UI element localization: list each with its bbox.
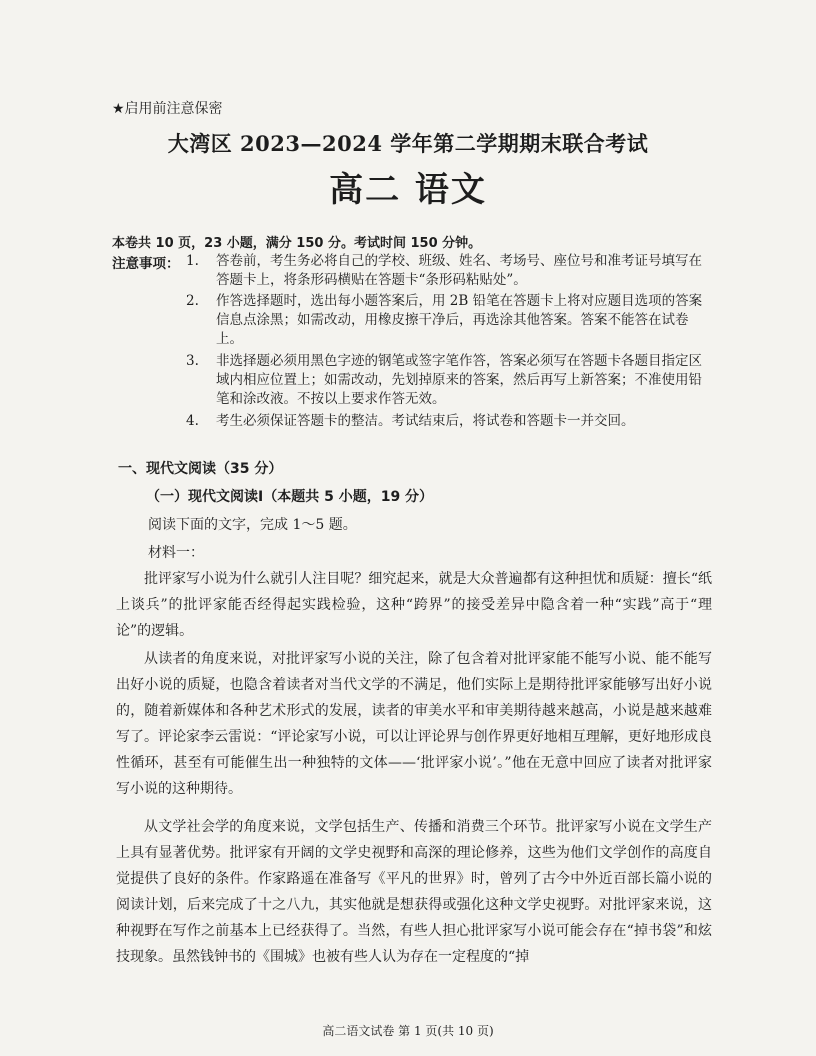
note-text: 非选择题必须用黑色字迹的钢笔或签字笔作答，答案必须写在答题卡各题目指定区域内相应位置上；如需改动，先划掉原来的答案，然后再写上新答案；不准使用铅笔和涂改液。不按以上要求作答无效。: [216, 353, 702, 407]
passage-paragraph: 从文学社会学的角度来说，文学包括生产、传播和消费三个环节。批评家写小说在文学生产上具有显著优势。批评家有开阔的文学史视野和高深的理论修养，这些为他们文学创作的高度自觉提供了良好的条件。作家路遥在准备写《平凡的世界》时，曾列了古今中外近百部长篇小说的阅读计划，后来完成了十之八九，其实他就是想获得或强化这种文学史视野。对批评家来说，这种视野在写作之前基本上已经获得了。当然，有些人担心批评家写小说可能会存在“掉书袋”和炫技现象。虽然钱钟书的《围城》也被有些人认为存在一定程度的“掉: [116, 819, 712, 965]
note-number: 3.: [186, 353, 199, 369]
note-text: 作答选择题时，选出每小题答案后，用 2B 铅笔在答题卡上将对应题目选项的答案信息点涂黑；如需改动，用橡皮擦干净后，再选涂其他答案。答案不能答在试卷上。: [216, 293, 703, 347]
section-heading: 一、现代文阅读（35 分）: [118, 461, 283, 477]
note-item: [186, 412, 712, 431]
note-item: [186, 352, 712, 409]
exam-title: 大湾区 2023—2024 学年第二学期期末联合考试: [167, 131, 649, 156]
note-number: 4.: [186, 413, 199, 429]
passage-paragraph: 批评家写小说为什么就引人注目呢？细究起来，就是大众普遍都有这种担忧和质疑：擅长“纸上谈兵”的批评家能否经得起实践检验，这种“跨界”的接受差异中隐含着一种“实践”高于“理论”的逻辑。: [116, 571, 712, 639]
exam-meta: 本卷共 10 页，23 小题，满分 150 分。考试时间 150 分钟。: [112, 236, 482, 251]
material-label: 材料一：: [148, 545, 204, 561]
page-footer: 高二语文试卷 第 1 页(共 10 页): [322, 1024, 494, 1038]
note-item: [186, 252, 712, 290]
note-number: 2.: [186, 293, 199, 309]
passage-paragraph: 从读者的角度来说，对批评家写小说的关注，除了包含着对批评家能不能写小说、能不能写出好小说的质疑，也隐含着读者对当代文学的不满足，他们实际上是期待批评家能够写出好小说的，随着新媒体和各种艺术形式的发展，读者的审美水平和审美期待越来越高，小说是越来越难写了。评论家李云雷说：“评论家写小说，可以让评论界与创作界更好地相互理解，更好地形成良性循环，甚至有可能催生出一种独特的文体——‘批评家小说’。”他在无意中回应了读者对批评家写小说的这种期待。: [116, 651, 712, 797]
subject-title: 高二 语文: [329, 170, 487, 210]
note-number: 1.: [186, 253, 199, 269]
notes-label: 注意事项：: [112, 256, 180, 272]
note-text: 答卷前，考生务必将自己的学校、班级、姓名、考场号、座位号和准考证号填写在答题卡上，将条形码横贴在答题卡“条形码粘贴处”。: [216, 253, 702, 288]
reading-instruction: 阅读下面的文字，完成 1～5 题。: [148, 517, 357, 533]
note-item: [186, 292, 712, 349]
note-text: 考生必须保证答题卡的整洁。考试结束后，将试卷和答题卡一并交回。: [216, 413, 635, 429]
subsection-heading: （一）现代文阅读Ⅰ（本题共 5 小题，19 分）: [146, 489, 434, 505]
confidential-mark: ★启用前注意保密: [112, 101, 223, 117]
